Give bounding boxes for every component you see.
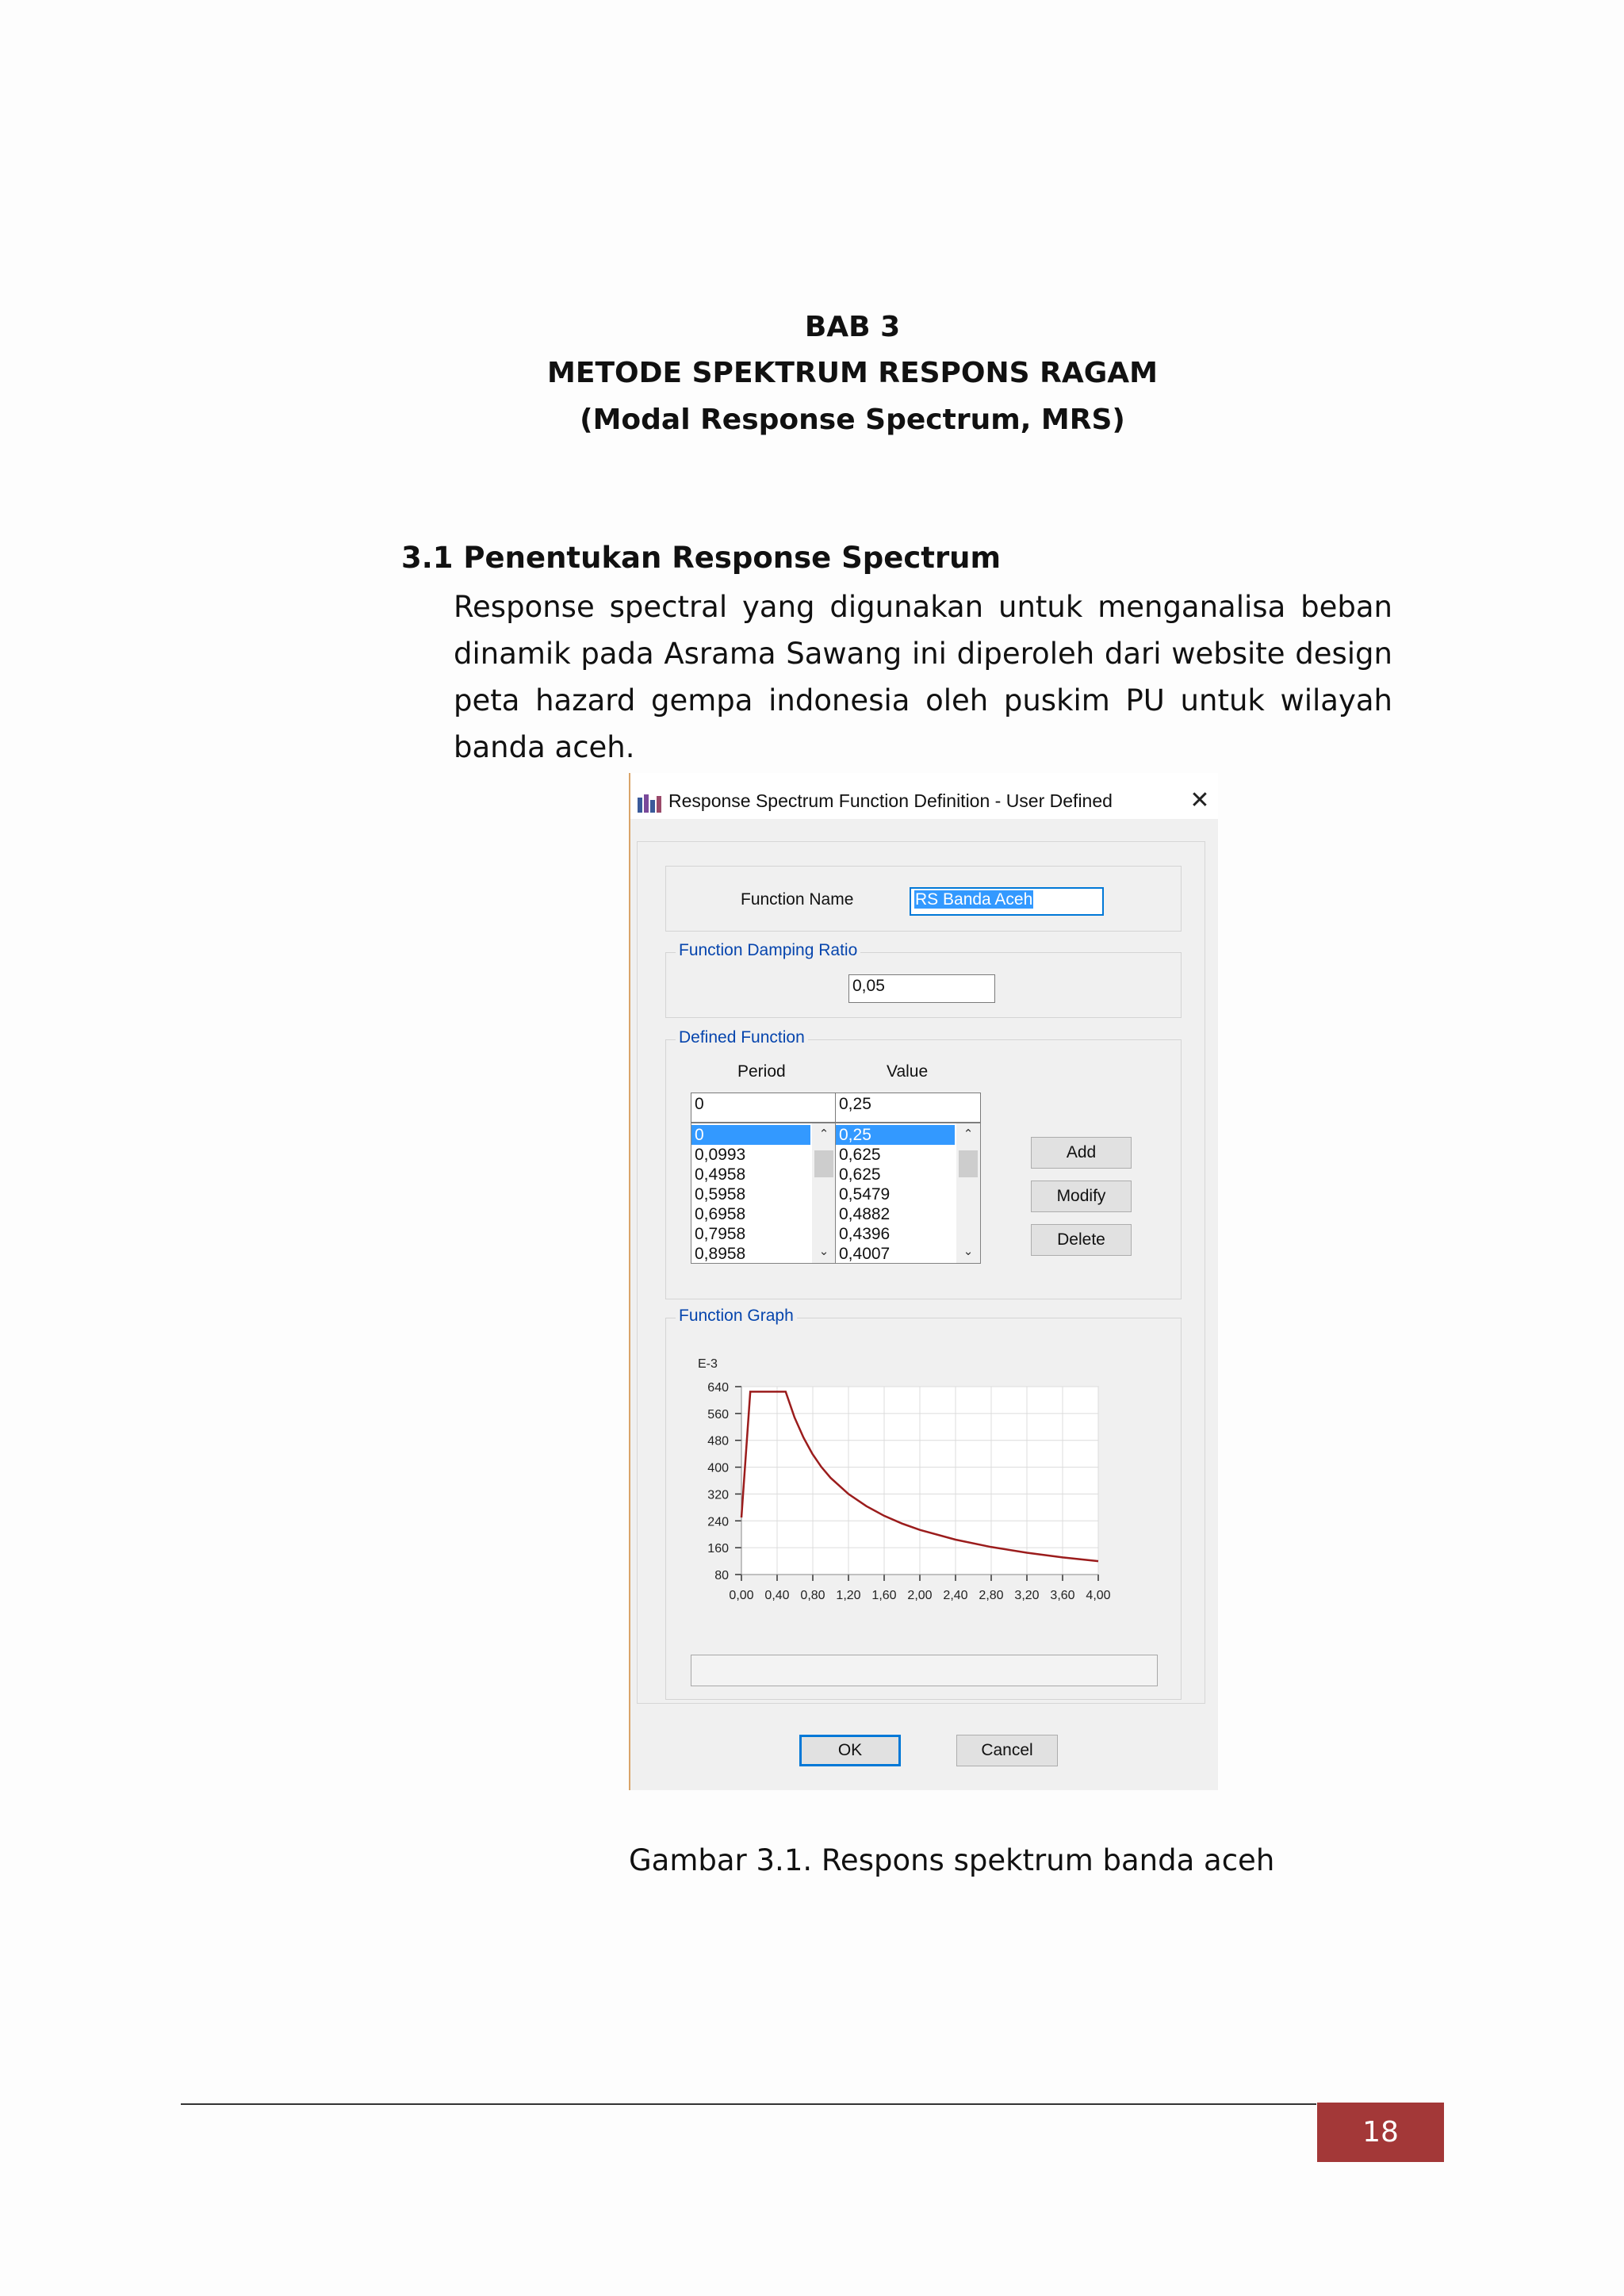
x-tick-label: 4,00 (1086, 1589, 1111, 1602)
response-spectrum-dialog (629, 773, 1218, 1790)
figure-caption: Gambar 3.1. Respons spektrum banda aceh (629, 1843, 1275, 1877)
scroll-up-icon[interactable]: ⌃ (818, 1127, 829, 1141)
list-item[interactable]: 0,625 (839, 1146, 881, 1164)
x-tick-label: 0,40 (764, 1589, 790, 1602)
x-tick-label: 3,20 (1014, 1589, 1040, 1602)
section-title: 3.1 Penentukan Response Spectrum (401, 541, 1002, 575)
dialog-title: Response Spectrum Function Definition - User Defined (668, 790, 1113, 811)
period-header: Period (737, 1062, 786, 1081)
value-header: Value (887, 1062, 929, 1081)
x-tick-label: 2,80 (979, 1589, 1004, 1602)
y-tick-label: 640 (707, 1381, 729, 1395)
chapter-heading: BAB 3 (804, 311, 901, 343)
function-graph-legend: Function Graph (676, 1307, 797, 1326)
x-tick-label: 3,60 (1050, 1589, 1075, 1602)
chapter-title: METODE SPEKTRUM RESPONS RAGAM (547, 357, 1158, 389)
list-item[interactable]: 0,4958 (695, 1165, 746, 1184)
list-item[interactable]: 0,4396 (839, 1225, 891, 1243)
footer-rule (181, 2103, 1316, 2105)
value-list[interactable] (835, 1123, 981, 1264)
scroll-thumb[interactable] (814, 1150, 833, 1177)
y-tick-label: 560 (707, 1407, 729, 1422)
ok-button[interactable]: OK (799, 1735, 901, 1766)
period-scrollbar[interactable] (812, 1123, 836, 1263)
scroll-thumb[interactable] (959, 1150, 978, 1177)
cancel-button[interactable]: Cancel (956, 1735, 1058, 1766)
period-list[interactable] (691, 1123, 837, 1264)
y-tick-label: 80 (714, 1569, 729, 1582)
function-name-input[interactable]: RS Banda Aceh (910, 887, 1104, 916)
scroll-down-icon[interactable]: ⌄ (818, 1245, 829, 1258)
x-tick-label: 0,00 (729, 1589, 754, 1602)
graph-status-box (691, 1655, 1158, 1686)
dialog-titlebar (630, 773, 1218, 819)
function-graph-group (665, 1307, 1182, 1700)
y-tick-label: 320 (707, 1488, 729, 1502)
damping-ratio-group (665, 941, 1182, 1018)
damping-legend: Function Damping Ratio (676, 941, 860, 960)
list-item[interactable]: 0,4882 (839, 1205, 891, 1223)
y-tick-label: 400 (707, 1461, 729, 1475)
x-tick-label: 2,40 (943, 1589, 968, 1602)
modify-button[interactable]: Modify (1031, 1181, 1132, 1212)
x-tick-label: 1,20 (836, 1589, 861, 1602)
x-tick-label: 0,80 (800, 1589, 825, 1602)
dialog-panel (637, 841, 1205, 1704)
y-tick-label: 240 (707, 1515, 729, 1529)
list-item[interactable]: 0,5479 (839, 1185, 891, 1203)
function-name-label: Function Name (741, 890, 854, 909)
value-input[interactable]: 0,25 (835, 1093, 981, 1123)
list-item[interactable]: 0,8958 (695, 1245, 746, 1263)
list-item[interactable]: 0,4007 (839, 1245, 891, 1263)
damping-ratio-input[interactable]: 0,05 (848, 974, 995, 1003)
y-tick-label: 480 (707, 1434, 729, 1448)
period-input[interactable]: 0 (691, 1093, 837, 1123)
scroll-up-icon[interactable]: ⌃ (963, 1127, 974, 1141)
page-number: 18 (1317, 2103, 1444, 2162)
list-item[interactable]: 0,0993 (695, 1146, 746, 1164)
defined-function-group (665, 1028, 1182, 1299)
scroll-down-icon[interactable]: ⌄ (963, 1245, 974, 1258)
defined-function-legend: Defined Function (676, 1028, 808, 1047)
list-item[interactable]: 0,6958 (695, 1205, 746, 1223)
add-button[interactable]: Add (1031, 1137, 1132, 1169)
function-graph-chart (666, 1318, 1181, 1620)
list-item[interactable]: 0 (691, 1125, 810, 1145)
delete-button[interactable]: Delete (1031, 1224, 1132, 1256)
value-scrollbar[interactable] (956, 1123, 980, 1263)
y-tick-label: 160 (707, 1542, 729, 1556)
x-tick-label: 1,60 (871, 1589, 897, 1602)
chapter-subtitle: (Modal Response Spectrum, MRS) (580, 404, 1125, 436)
app-icon (637, 793, 662, 813)
list-item[interactable]: 0,25 (836, 1125, 955, 1145)
list-item[interactable]: 0,5958 (695, 1185, 746, 1203)
x-tick-label: 2,00 (907, 1589, 933, 1602)
close-icon[interactable]: ✕ (1189, 787, 1210, 813)
function-name-group (665, 866, 1182, 932)
body-paragraph: Response spectral yang digunakan untuk menganalisa beban dinamik pada Asrama Sawang ini diperoleh dari website design peta hazard gempa indonesia oleh puskim PU untuk wilayah banda aceh. (454, 590, 1392, 764)
list-item[interactable]: 0,625 (839, 1165, 881, 1184)
y-multiplier-label: E-3 (698, 1357, 718, 1371)
list-item[interactable]: 0,7958 (695, 1225, 746, 1243)
